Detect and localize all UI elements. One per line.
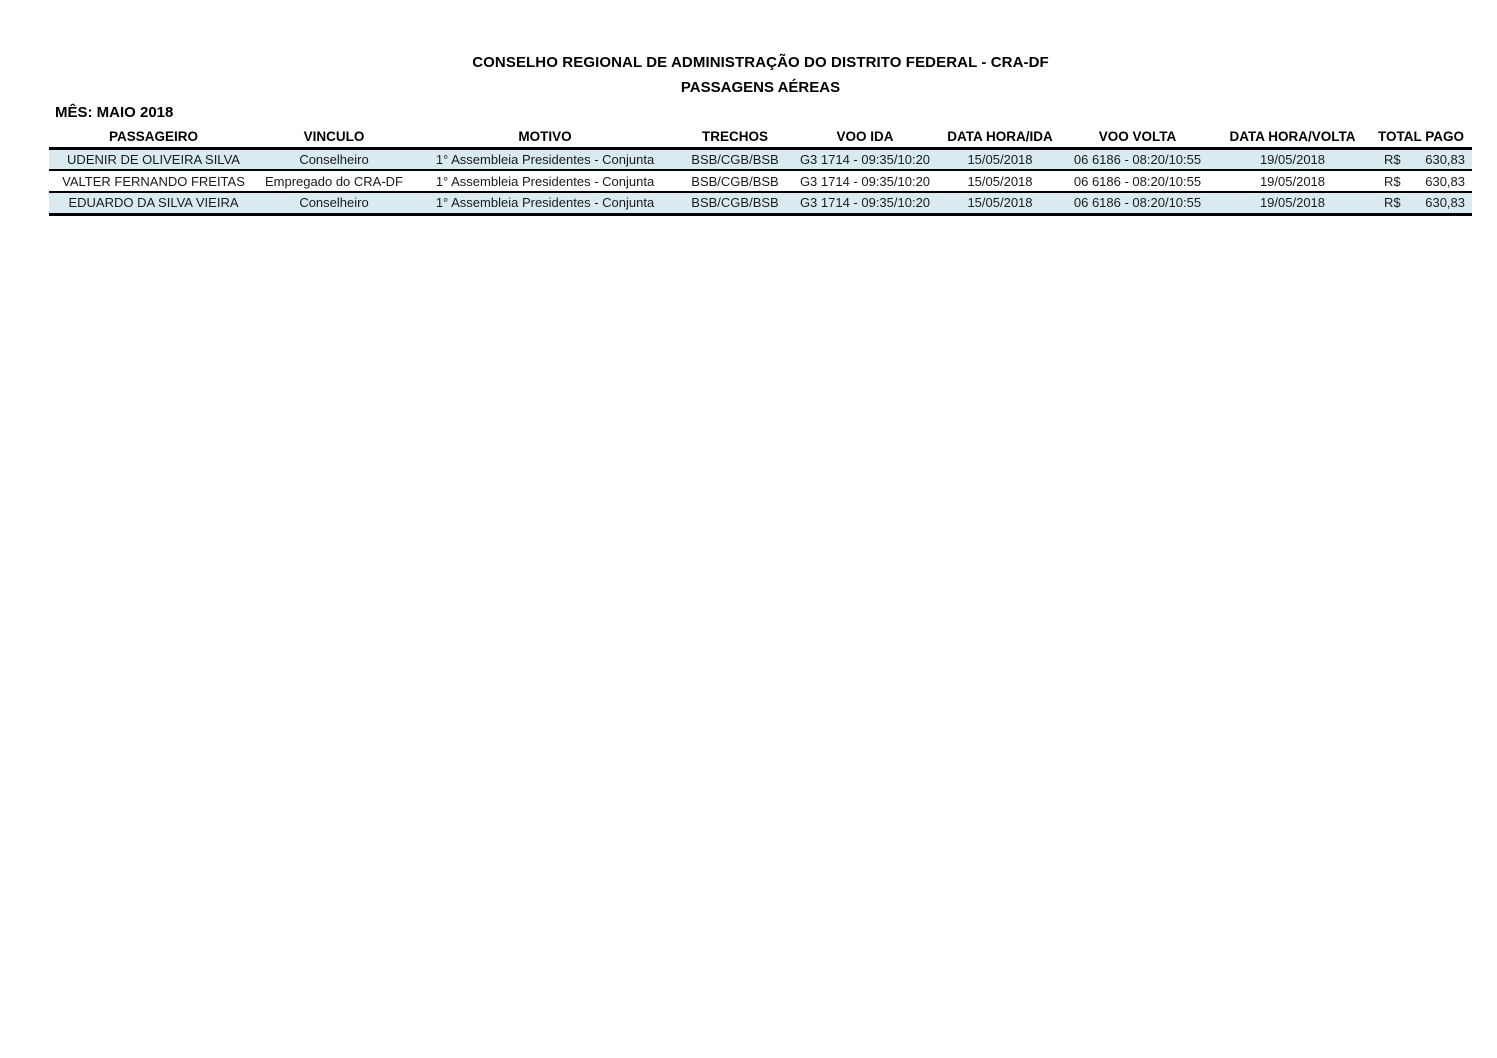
cell-voo-ida: G3 1714 - 09:35/10:20 — [790, 170, 940, 192]
cell-passageiro: EDUARDO DA SILVA VIEIRA — [49, 192, 258, 214]
cell-voo-volta: 06 6186 - 08:20/10:55 — [1060, 192, 1215, 214]
cell-motivo: 1° Assembleia Presidentes - Conjunta — [410, 148, 680, 170]
cell-vinculo: Conselheiro — [258, 148, 410, 170]
table-row — [49, 170, 1472, 192]
cell-trechos: BSB/CGB/BSB — [680, 170, 790, 192]
cell-motivo: 1° Assembleia Presidentes - Conjunta — [410, 170, 680, 192]
column-header-data-hora-volta: DATA HORA/VOLTA — [1215, 126, 1370, 148]
cell-trechos: BSB/CGB/BSB — [680, 192, 790, 214]
cell-data-hora-ida: 15/05/2018 — [940, 192, 1060, 214]
cell-total-pago — [1370, 192, 1472, 214]
flights-table — [49, 126, 1472, 216]
total-value: 630,83 — [1425, 195, 1465, 211]
cell-trechos: BSB/CGB/BSB — [680, 148, 790, 170]
total-value: 630,83 — [1425, 151, 1465, 167]
column-header-total-pago: TOTAL PAGO — [1370, 126, 1472, 148]
column-header-data-hora-ida: DATA HORA/IDA — [940, 126, 1060, 148]
column-header-voo-volta: VOO VOLTA — [1060, 126, 1215, 148]
cell-vinculo: Empregado do CRA-DF — [258, 170, 410, 192]
cell-data-hora-volta: 19/05/2018 — [1215, 192, 1370, 214]
column-header-trechos: TRECHOS — [680, 126, 790, 148]
cell-total-pago — [1370, 148, 1472, 170]
cell-data-hora-volta: 19/05/2018 — [1215, 148, 1370, 170]
page-subtitle: PASSAGENS AÉREAS — [680, 79, 841, 96]
column-header-motivo: MOTIVO — [410, 126, 680, 148]
cell-vinculo: Conselheiro — [258, 192, 410, 214]
currency-symbol: R$ — [1384, 195, 1401, 211]
cell-data-hora-ida: 15/05/2018 — [940, 148, 1060, 170]
cell-voo-ida: G3 1714 - 09:35/10:20 — [790, 192, 940, 214]
table-row — [49, 148, 1472, 170]
document-header — [49, 54, 1472, 97]
cell-passageiro: UDENIR DE OLIVEIRA SILVA — [49, 148, 258, 170]
column-header-passageiro: PASSAGEIRO — [49, 126, 258, 148]
cell-passageiro: VALTER FERNANDO FREITAS — [49, 170, 258, 192]
cell-voo-ida: G3 1714 - 09:35/10:20 — [790, 148, 940, 170]
cell-data-hora-volta: 19/05/2018 — [1215, 170, 1370, 192]
column-header-vinculo: VINCULO — [258, 126, 410, 148]
cell-motivo: 1° Assembleia Presidentes - Conjunta — [410, 192, 680, 214]
table-row — [49, 192, 1472, 214]
cell-data-hora-ida: 15/05/2018 — [940, 170, 1060, 192]
column-header-voo-ida: VOO IDA — [790, 126, 940, 148]
cell-voo-volta: 06 6186 - 08:20/10:55 — [1060, 170, 1215, 192]
currency-symbol: R$ — [1384, 151, 1401, 167]
cell-total-pago — [1370, 170, 1472, 192]
page-title: CONSELHO REGIONAL DE ADMINISTRAÇÃO DO DISTRITO FEDERAL - CRA-DF — [472, 54, 1049, 71]
currency-symbol: R$ — [1384, 173, 1401, 189]
month-label: MÊS: MAIO 2018 — [55, 104, 174, 121]
cell-voo-volta: 06 6186 - 08:20/10:55 — [1060, 148, 1215, 170]
table-header-row — [49, 126, 1472, 148]
total-value: 630,83 — [1425, 173, 1465, 189]
